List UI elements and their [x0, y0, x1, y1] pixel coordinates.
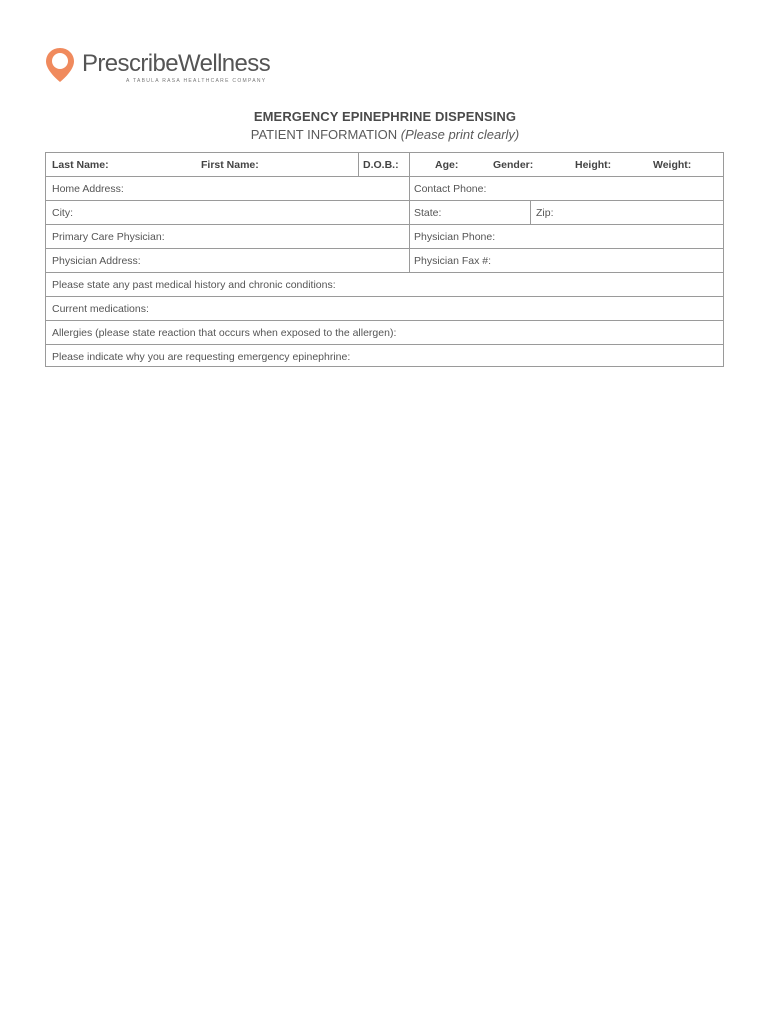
dob-field[interactable]: D.O.B.:: [363, 159, 399, 171]
form-title: EMERGENCY EPINEPHRINE DISPENSING: [253, 109, 517, 124]
epinephrine-reason-field[interactable]: Please indicate why you are requesting emergency epinephrine:: [52, 351, 351, 363]
row-divider: [46, 296, 723, 297]
row-divider: [46, 224, 723, 225]
column-divider: [409, 153, 410, 177]
brand-name: PrescribeWellness: [82, 50, 271, 77]
row-divider: [46, 176, 723, 177]
physician-phone-field[interactable]: Physician Phone:: [414, 231, 496, 243]
city-field[interactable]: City:: [52, 207, 73, 219]
column-divider: [358, 153, 359, 177]
contact-phone-field[interactable]: Contact Phone:: [414, 183, 487, 195]
row-divider: [46, 344, 723, 345]
current-medications-field[interactable]: Current medications:: [52, 303, 149, 315]
primary-care-physician-field[interactable]: Primary Care Physician:: [52, 231, 165, 243]
height-field[interactable]: Height:: [575, 159, 612, 171]
row-divider: [46, 248, 723, 249]
form-subtitle: [0, 127, 770, 142]
location-pin-icon: [44, 46, 76, 84]
state-field[interactable]: State:: [414, 207, 442, 219]
patient-info-form: [45, 152, 724, 367]
row-divider: [46, 320, 723, 321]
physician-fax-field[interactable]: Physician Fax #:: [414, 255, 492, 267]
brand-tagline: A TABULA RASA HEALTHCARE COMPANY: [126, 78, 267, 84]
first-name-field[interactable]: First Name:: [201, 159, 259, 171]
home-address-field[interactable]: Home Address:: [52, 183, 124, 195]
row-divider: [46, 200, 723, 201]
last-name-field[interactable]: Last Name:: [52, 159, 109, 171]
subtitle-note: (Please print clearly): [400, 127, 520, 142]
gender-field[interactable]: Gender:: [493, 159, 534, 171]
column-divider: [409, 177, 410, 273]
weight-field[interactable]: Weight:: [653, 159, 692, 171]
zip-field[interactable]: Zip:: [536, 207, 554, 219]
physician-address-field[interactable]: Physician Address:: [52, 255, 141, 267]
age-field[interactable]: Age:: [435, 159, 459, 171]
brand-logo: [44, 46, 284, 86]
row-divider: [46, 272, 723, 273]
column-divider: [530, 201, 531, 225]
allergies-field[interactable]: Allergies (please state reaction that occurs when exposed to the allergen):: [52, 327, 397, 339]
medical-history-field[interactable]: Please state any past medical history and chronic conditions:: [52, 279, 336, 291]
subtitle-text: PATIENT INFORMATION: [250, 127, 398, 142]
